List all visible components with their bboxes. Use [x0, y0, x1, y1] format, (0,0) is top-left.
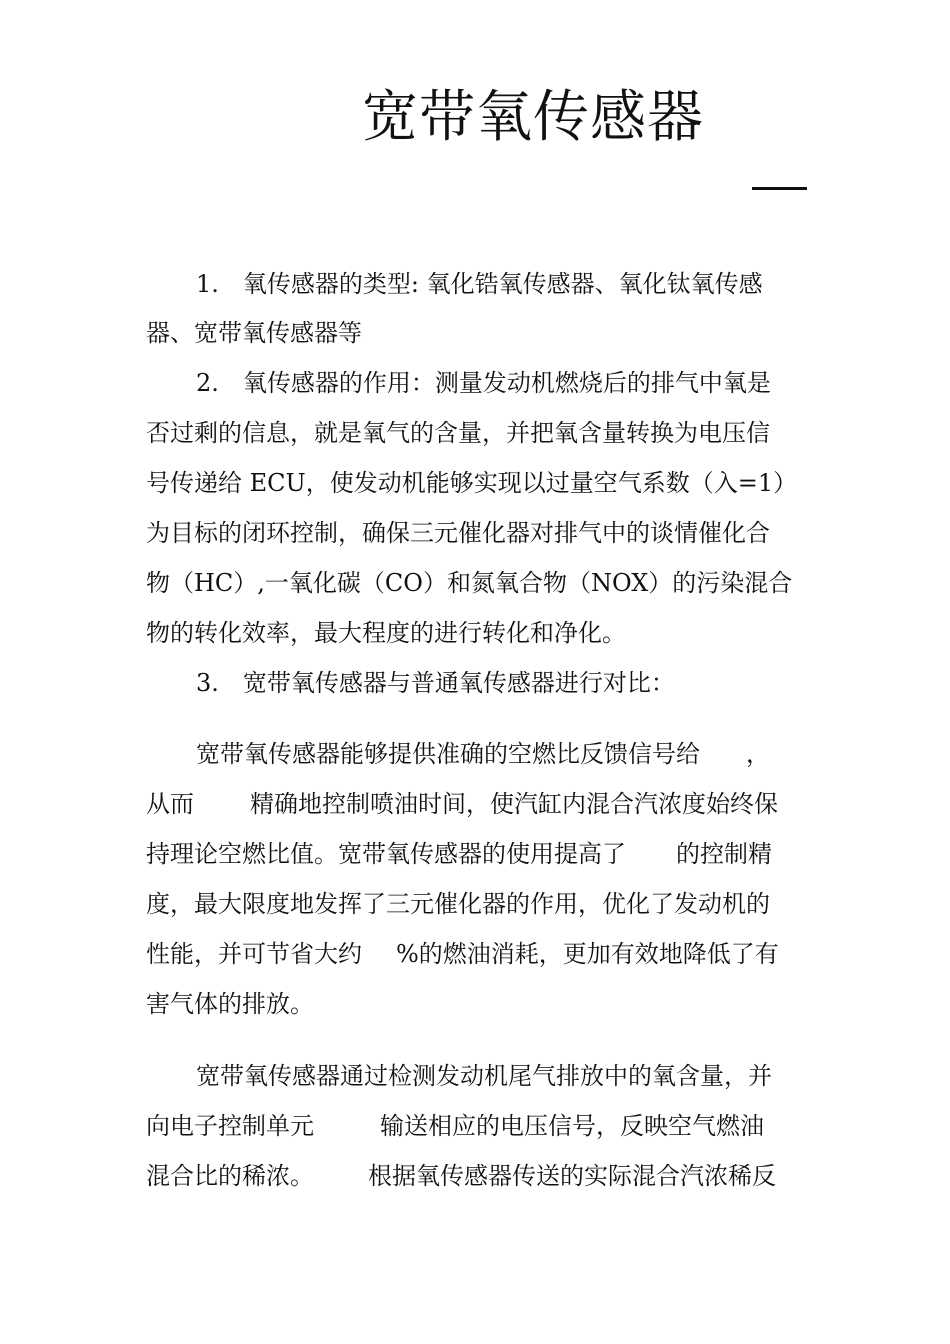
para-4-line-3	[146, 838, 772, 870]
para-4-line-3-end: 的控制精	[676, 840, 772, 868]
item-2-line-2: 否过剩的信息，就是氧气的含量，并把氧含量转换为电压信	[146, 419, 770, 447]
para-5-line-3-end: 根据氧传感器传送的实际混合汽浓稀反	[368, 1162, 776, 1190]
para-5-line-3-start: 混合比的稀浓。	[146, 1162, 314, 1190]
para-4-line-3-start: 持理论空燃比值。宽带氧传感器的使用提高了	[146, 840, 626, 868]
para-4-line-4: 度，最大限度地发挥了三元催化器的作用，优化了发动机的	[146, 890, 770, 918]
item-1-line-1: 1. 氧传感器的类型: 氧化锆氧传感器、氧化钛氧传感	[196, 270, 763, 298]
para-4-line-5	[146, 938, 779, 970]
item-3-line-1: 3. 宽带氧传感器与普通氧传感器进行对比：	[196, 669, 675, 697]
para-4-line-6: 害气体的排放。	[146, 990, 314, 1018]
para-4-line-5-end: %的燃油消耗，更加有效地降低了有	[396, 940, 779, 968]
para-4-line-5-start: 性能，并可节省大约	[146, 940, 362, 968]
item-2-line-6: 物的转化效率，最大程度的进行转化和净化。	[146, 619, 626, 647]
item-2-line-3: 号传递给 ECU，使发动机能够实现以过量空气系数（入=1）	[146, 469, 798, 497]
para-4-line-1-comma: ，	[746, 740, 770, 768]
item-2-line-4: 为目标的闭环控制，确保三元催化器对排气中的谈情催化合	[146, 519, 770, 547]
para-5-line-2-end: 输送相应的电压信号，反映空气燃油	[380, 1112, 764, 1140]
item-2-line-5: 物（HC）,一氧化碳（CO）和氮氧合物（NOX）的污染混合	[146, 569, 793, 597]
item-1-line-2: 器、宽带氧传感器等	[146, 319, 362, 347]
para-5-line-1: 宽带氧传感器通过检测发动机尾气排放中的氧含量，并	[196, 1062, 772, 1090]
page-title: 宽带氧传感器	[362, 85, 704, 150]
para-5-line-2	[146, 1110, 764, 1142]
para-4-line-2-end: 精确地控制喷油时间，使汽缸内混合汽浓度始终保	[250, 790, 778, 818]
para-4-line-2-start: 从而	[146, 790, 194, 818]
para-4-line-2	[146, 788, 778, 820]
item-2-line-1: 2. 氧传感器的作用：测量发动机燃烧后的排气中氧是	[196, 369, 771, 397]
para-4-line-1-text: 宽带氧传感器能够提供准确的空燃比反馈信号给	[196, 740, 700, 768]
para-4-line-1	[196, 738, 770, 770]
para-5-line-3	[146, 1160, 776, 1192]
para-5-line-2-start: 向电子控制单元	[146, 1112, 314, 1140]
title-rule	[752, 187, 807, 190]
